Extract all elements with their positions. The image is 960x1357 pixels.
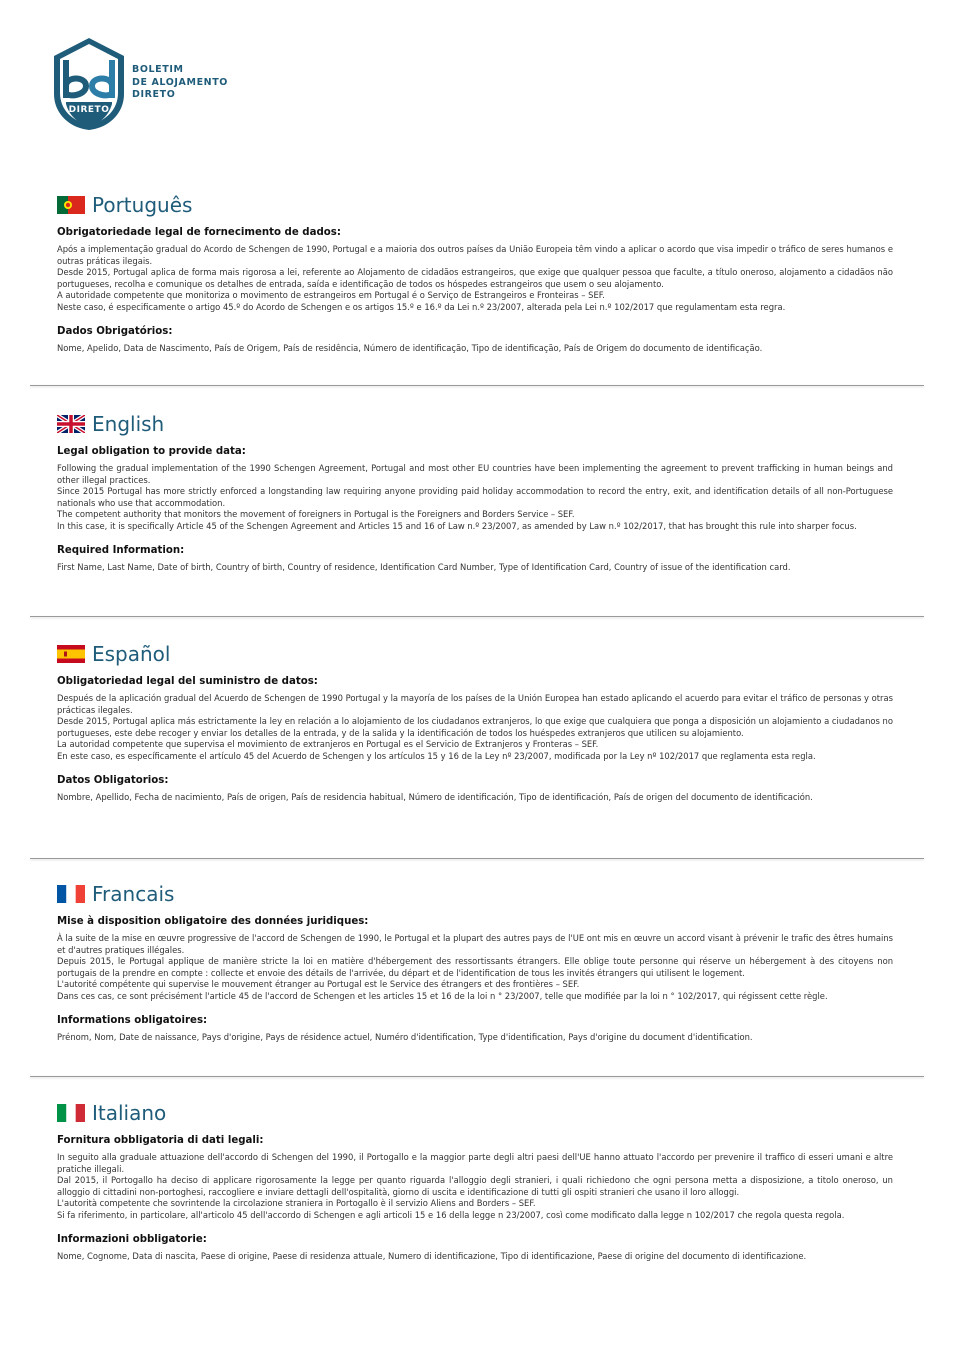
- logo: [52, 36, 242, 132]
- section-french: [57, 881, 893, 1043]
- paragraph: A autoridade competente que monitoriza o movimento de estrangeiros em Portugal é o Serviço de Estrangeiros e Fronteiras – SEF.: [57, 290, 605, 301]
- paragraph: Después de la aplicación gradual del Acuerdo de Schengen de 1990 Portugal y la mayoría de los países de la Unión Europea han estado aplicando el acuerdo para evitar el tráfico de personas y otras prácticas ilegales.: [57, 693, 893, 715]
- logo-line-2: DE ALOJAMENTO: [132, 76, 228, 88]
- obligation-text: [57, 693, 893, 763]
- required-heading: Datos Obligatorios:: [57, 774, 169, 786]
- required-text: Prénom, Nom, Date de naissance, Pays d'origine, Pays de résidence actuel, Numéro d'identification, Type d'identification, Pays d'origine du document d'identification.: [57, 1031, 753, 1042]
- paragraph: Neste caso, é especificamente o artigo 45.º do Acordo de Schengen e os artigos 15.º e 16.º da Lei n.º 23/2007, alterada pela Lei n.º 102/2017 que regulamentam esta regra.: [57, 301, 786, 312]
- paragraph: Após a implementação gradual do Acordo de Schengen de 1990, Portugal e a maioria dos outros países da União Europeia têm vindo a aplicar o acordo que visa impedir o tráfico de seres humanos e outras práticas ilegais.: [57, 244, 893, 266]
- portugal-flag-icon: [57, 196, 85, 214]
- spain-flag-icon: [57, 645, 85, 663]
- logo-wordmark: [132, 64, 228, 102]
- section-portuguese: [57, 192, 893, 354]
- required-text: Nome, Cognome, Data di nascita, Paese di origine, Paese di residenza attuale, Numero di identificazione, Tipo di identificazione, Paese di origine del documento di identificazione.: [57, 1250, 807, 1261]
- paragraph: La autoridad competente que supervisa el movimiento de extranjeros en Portugal es el Servicio de Extranjeros y Fronteras – SEF.: [57, 739, 599, 750]
- language-title: Italiano: [92, 1101, 167, 1125]
- obligation-heading: Obrigatoriedade legal de fornecimento de dados:: [57, 227, 341, 238]
- paragraph: L'autorità competente che sovrintende la circolazione straniera in Portogallo è il servizio Aliens and Borders – SEF.: [57, 1198, 536, 1209]
- obligation-text: [57, 244, 893, 314]
- paragraph: Desde 2015, Portugal aplica de forma mais rigorosa a lei, referente ao Alojamento de cidadãos estrangeiros, que exige que qualquer pessoa que faculte, a título oneroso, alojamento a cidadãos não portugueses, recolha e comunique os detalhes de entrada, saída e identificação de todos os hóspedes estrangeiros que usem o seu alojamento.: [57, 267, 893, 289]
- paragraph: The competent authority that monitors the movement of foreigners in Portugal is the Foreigners and Borders Service – SEF.: [57, 509, 575, 520]
- section-divider: [30, 385, 924, 386]
- paragraph: In seguito alla graduale attuazione dell'accordo di Schengen del 1990, il Portogallo e la maggior parte degli altri paesi dell'UE hanno attuato l'accordo per prevenire il traffico di esseri umani e altre pratiche illegali.: [57, 1152, 893, 1174]
- italy-flag-icon: [57, 1104, 85, 1122]
- required-heading: Informazioni obbligatorie:: [57, 1233, 207, 1245]
- obligation-text: [57, 1152, 893, 1222]
- required-heading: Dados Obrigatórios:: [57, 325, 173, 337]
- logo-line-3: DIRETO: [132, 89, 176, 100]
- obligation-heading: Legal obligation to provide data:: [57, 446, 246, 457]
- paragraph: Si fa riferimento, in particolare, all'articolo 45 dell'accordo di Schengen e agli articoli 15 e 16 della legge n 23/2007, così come modificato dalla legge n 102/2017 che regola questa regola.: [57, 1209, 845, 1220]
- logo-line-1: BOLETIM: [132, 64, 184, 75]
- paragraph: In this case, it is specifically Article 45 of the Schengen Agreement and Articles 15 and 16 of Law n.º 23/2007, as amended by Law n.º 102/2017, that has brought this rule into sharper focus.: [57, 520, 857, 531]
- section-divider: [30, 1076, 924, 1077]
- required-text: Nombre, Apellido, Fecha de nacimiento, País de origen, País de residencia habitual, Número de identificación, Tipo de identificación, País de origen del documento de identificación.: [57, 791, 813, 802]
- logo-badge: DIRETO: [68, 105, 110, 115]
- paragraph: En este caso, es específicamente el artículo 45 del Acuerdo de Schengen y los artículos 15 y 16 de la Ley nº 23/2007, modificada por la Ley nº 102/2017 que reglamenta esta regla.: [57, 750, 816, 761]
- obligation-heading: Mise à disposition obligatoire des données juridiques:: [57, 916, 369, 927]
- france-flag-icon: [57, 885, 85, 903]
- obligation-heading: Fornitura obbligatoria di dati legali:: [57, 1135, 264, 1146]
- section-divider: [30, 858, 924, 859]
- language-title: Português: [92, 193, 193, 217]
- obligation-text: [57, 463, 893, 533]
- section-spanish: [57, 641, 893, 803]
- required-heading: Informations obligatoires:: [57, 1014, 208, 1026]
- obligation-text: [57, 933, 893, 1003]
- section-divider: [30, 616, 924, 617]
- paragraph: À la suite de la mise en œuvre progressive de l'accord de Schengen de 1990, le Portugal et la plupart des autres pays de l'UE ont mis en œuvre un accord visant à prévenir le trafic des êtres humains et d'autres pratiques illégales.: [57, 933, 893, 955]
- language-title: Español: [92, 642, 171, 666]
- language-title: English: [92, 412, 165, 436]
- required-text: First Name, Last Name, Date of birth, Country of birth, Country of residence, Identification Card Number, Type of Identification Card, Country of issue of the identification card.: [57, 561, 791, 572]
- paragraph: Since 2015 Portugal has more strictly enforced a longstanding law requiring anyone providing paid holiday accommodation to record the entry, exit, and identification details of all non-Portuguese nationals who use that accommodation.: [57, 486, 893, 508]
- paragraph: L'autorité compétente qui supervise le mouvement étranger au Portugal est le Service des étrangers et des frontières – SEF.: [57, 979, 580, 990]
- paragraph: Depuis 2015, le Portugal applique de manière stricte la loi en matière d'hébergement des ressortissants étrangers. Elle oblige toute personne qui réserve un hébergement à des citoyens non portugais de la prendre en compte : collecte et envoie des détails de l'arrivée, du départ et de l'identification de tous les invités étrangers qui utilisent le logement.: [57, 956, 893, 978]
- paragraph: Desde 2015, Portugal aplica más estrictamente la ley en relación a lo alojamiento de los ciudadanos extranjeros, lo que exige que cualquiera que ponga a disposición un alojamiento a ciudadanos no portugueses, este debe recoger y enviar los detalles de la entrada, y de la salida y la identificación de todos los huéspedes extranjeros que utilicen su alojamiento.: [57, 716, 893, 738]
- language-title: Francais: [92, 882, 175, 906]
- section-english: [57, 411, 893, 573]
- required-text: Nome, Apelido, Data de Nascimento, País de Origem, País de residência, Número de identificação, Tipo de identificação, País de Origem do documento de identificação.: [57, 342, 763, 353]
- logo-emblem: [52, 36, 126, 132]
- paragraph: Following the gradual implementation of the 1990 Schengen Agreement, Portugal and most other EU countries have been implementing the agreement to prevent trafficking in human beings and other illegal practices.: [57, 463, 893, 485]
- required-heading: Required Information:: [57, 544, 185, 556]
- section-italian: [57, 1100, 893, 1262]
- united-kingdom-flag-icon: [57, 415, 85, 433]
- paragraph: Dal 2015, il Portogallo ha deciso di applicare rigorosamente la legge per quanto riguarda l'alloggio degli stranieri, i quali richiedono che ogni persona metta a disposizione, a titolo oneroso, un alloggio di cittadini non-portoghesi, raccogliere e inviare dettagli dell'ospitalità, giorno di uscita e identificazione di tutti gli ospiti stranieri che usano il loro alloggi.: [57, 1175, 893, 1197]
- paragraph: Dans ces cas, ce sont précisément l'article 45 de l'accord de Schengen et les articles 15 et 16 de la loi n ° 23/2007, telle que modifiée par la loi n ° 102/2017, qui régissent cette règle.: [57, 990, 828, 1001]
- obligation-heading: Obligatoriedad legal del suministro de datos:: [57, 676, 318, 687]
